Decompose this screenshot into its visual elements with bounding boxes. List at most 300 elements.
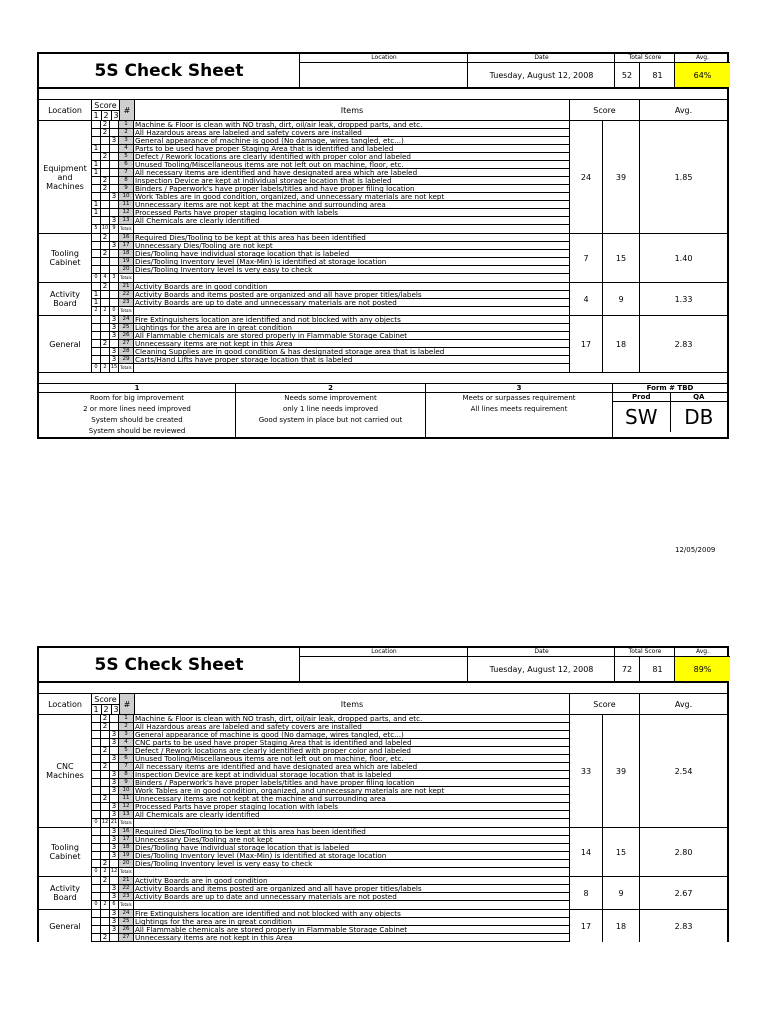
score-1[interactable]: 1 [92, 161, 101, 169]
item-row [92, 283, 569, 291]
score-2[interactable] [101, 291, 110, 299]
score-1[interactable] [92, 266, 101, 274]
avg-caption: Avg. [675, 54, 730, 63]
score-3[interactable] [110, 145, 119, 153]
score-1[interactable]: 1 [92, 169, 101, 177]
score-2[interactable] [101, 316, 110, 324]
score-3[interactable]: 3 [110, 771, 119, 779]
score-1[interactable] [92, 771, 101, 779]
totals-label: Totals [119, 307, 134, 315]
score-2[interactable]: 2 [101, 121, 110, 129]
score-3[interactable]: 3 [110, 803, 119, 811]
section-possible: 15 [603, 828, 640, 876]
section-score: 17 [570, 316, 603, 372]
score-2[interactable] [101, 201, 110, 209]
score-1[interactable] [92, 217, 101, 225]
score-number: 2 [101, 704, 112, 714]
item-text: Binders / Paperwork's have proper labels/titles and have proper filing location [134, 779, 569, 787]
score-3[interactable]: 3 [110, 844, 119, 852]
score-1[interactable] [92, 177, 101, 185]
item-number: 25 [119, 324, 134, 332]
legend [39, 384, 727, 437]
col-score-label: Score [94, 100, 117, 110]
score-3[interactable]: 3 [110, 811, 119, 819]
item-row [92, 910, 569, 918]
score-2[interactable] [101, 193, 110, 201]
totals-spacer [134, 364, 569, 372]
date-caption: Date [468, 648, 615, 657]
score-1[interactable] [92, 185, 101, 193]
score-1[interactable] [92, 121, 101, 129]
total-s2: 2 [101, 307, 110, 315]
score-2[interactable]: 2 [101, 877, 110, 885]
form-number: Form # TBD [613, 384, 727, 393]
item-text: Activity Boards are up to date and unnecessary materials are not posted [134, 299, 569, 307]
score-1[interactable] [92, 731, 101, 739]
item-row [92, 893, 569, 901]
score-1[interactable] [92, 324, 101, 332]
item-row [92, 731, 569, 739]
score-3[interactable]: 3 [110, 731, 119, 739]
item-text: Cleaning Supplies are in good condition & has designated storage area that is labeled [134, 348, 569, 356]
score-3[interactable]: 3 [110, 242, 119, 250]
legend-text: Room for big improvement 2 or more lines need improved System should be created System should be reviewed [83, 394, 191, 435]
score-1[interactable] [92, 763, 101, 771]
item-row [92, 177, 569, 185]
col-location: Location [39, 694, 92, 714]
item-text: General appearance of machine is good (No damage, wires tangled, etc...) [134, 137, 569, 145]
totals-row [92, 901, 569, 909]
score-1[interactable] [92, 844, 101, 852]
item-row [92, 926, 569, 934]
item-number: 8 [119, 177, 134, 185]
score-3[interactable]: 3 [110, 755, 119, 763]
item-number: 1 [119, 121, 134, 129]
score-2[interactable] [101, 217, 110, 225]
avg-value: 64% [675, 63, 730, 87]
location-caption: Location [300, 54, 468, 63]
score-2[interactable] [101, 779, 110, 787]
section-score: 14 [570, 828, 603, 876]
item-number: 16 [119, 828, 134, 836]
score-2[interactable] [101, 844, 110, 852]
score-1[interactable] [92, 885, 101, 893]
score-2[interactable] [101, 828, 110, 836]
section-avg: 1.85 [674, 172, 693, 182]
totals-row [92, 819, 569, 827]
score-3[interactable]: 3 [110, 918, 119, 926]
totals-row [92, 307, 569, 315]
score-2[interactable] [101, 348, 110, 356]
score-1[interactable] [92, 316, 101, 324]
score-1[interactable] [92, 715, 101, 723]
item-text: Fire Extinguishers location are identified and not blocked with any objects [134, 910, 569, 918]
total-s1: 0 [92, 819, 101, 827]
score-2[interactable]: 2 [101, 723, 110, 731]
score-2[interactable] [101, 918, 110, 926]
score-3[interactable]: 3 [110, 893, 119, 901]
totals-label: Totals [119, 225, 134, 233]
score-3[interactable] [110, 934, 119, 942]
item-row [92, 129, 569, 137]
total-s3: 9 [110, 225, 119, 233]
item-row [92, 803, 569, 811]
section-rows [92, 121, 570, 233]
column-header [39, 694, 727, 715]
item-text: Defect / Rework locations are clearly identified with proper color and labeled [134, 747, 569, 755]
score-1[interactable] [92, 258, 101, 266]
score-2[interactable]: 2 [101, 153, 110, 161]
item-row [92, 348, 569, 356]
qa-label: QA [671, 393, 728, 402]
score-1[interactable] [92, 836, 101, 844]
item-row [92, 852, 569, 860]
section-location: Tooling Cabinet [39, 234, 92, 282]
score-3[interactable] [110, 291, 119, 299]
score-3[interactable] [110, 161, 119, 169]
location-cell [299, 54, 468, 87]
score-3[interactable]: 3 [110, 332, 119, 340]
score-1[interactable] [92, 893, 101, 901]
item-text: All Flammable chemicals are stored properly in Flammable Storage Cabinet [134, 332, 569, 340]
avg-cell [674, 648, 730, 681]
score-2[interactable]: 2 [101, 234, 110, 242]
section-rows [92, 283, 570, 315]
score-2[interactable] [101, 356, 110, 364]
section-2 [39, 877, 727, 910]
score-3[interactable]: 3 [110, 885, 119, 893]
item-number: 8 [119, 771, 134, 779]
score-3[interactable]: 3 [110, 739, 119, 747]
score-1[interactable] [92, 787, 101, 795]
spacer [39, 373, 727, 384]
item-text: Activity Boards are in good condition [134, 283, 569, 291]
item-number: 23 [119, 893, 134, 901]
totals-label: Totals [119, 901, 134, 909]
item-number: 21 [119, 877, 134, 885]
totals-label: Totals [119, 819, 134, 827]
score-2[interactable]: 2 [101, 934, 110, 942]
item-number: 10 [119, 193, 134, 201]
legend-level: 2 [236, 384, 425, 393]
item-text: Inspection Device are kept at individual storage location that is labeled [134, 771, 569, 779]
score-1[interactable] [92, 129, 101, 137]
score-2[interactable]: 2 [101, 860, 110, 868]
prod-label: Prod [613, 393, 670, 402]
score-3[interactable] [110, 169, 119, 177]
item-text: Processed Parts have proper staging location with labels [134, 209, 569, 217]
item-number: 9 [119, 779, 134, 787]
score-3[interactable] [110, 283, 119, 291]
score-1[interactable] [92, 739, 101, 747]
qa-block [671, 393, 728, 432]
legend-column [39, 384, 236, 437]
item-number: 11 [119, 201, 134, 209]
item-text: Unnecessary items are not kept at the machine and surrounding area [134, 201, 569, 209]
total-s2: 4 [101, 274, 110, 282]
score-3[interactable] [110, 266, 119, 274]
total-s3: 15 [110, 364, 118, 370]
score-2[interactable]: 2 [101, 763, 110, 771]
score-1[interactable] [92, 250, 101, 258]
score-2[interactable] [101, 266, 110, 274]
item-number: 13 [119, 811, 134, 819]
item-row [92, 234, 569, 242]
score-3[interactable] [110, 258, 119, 266]
item-number: 12 [119, 803, 134, 811]
item-row [92, 934, 569, 942]
location-caption: Location [300, 648, 468, 657]
item-number: 6 [119, 755, 134, 763]
sheet-title: 5S Check Sheet [94, 654, 244, 675]
score-2[interactable]: 2 [101, 747, 110, 755]
score-1[interactable] [92, 852, 101, 860]
totals-label: Totals [119, 868, 134, 876]
item-number: 2 [119, 723, 134, 731]
score-1[interactable]: 1 [92, 201, 101, 209]
location-value [300, 657, 468, 681]
prod-block [613, 393, 671, 432]
score-1[interactable] [92, 356, 101, 364]
score-2[interactable] [101, 811, 110, 819]
total-score-cell [614, 648, 675, 681]
item-row [92, 299, 569, 307]
score-2[interactable] [101, 137, 110, 145]
item-text: Work Tables are in good condition, organized, and unnecessary materials are not kept [134, 787, 569, 795]
score-1[interactable] [92, 340, 101, 348]
item-text: Machine & Floor is clean with NO trash, dirt, oil/air leak, dropped parts, and etc. [134, 121, 569, 129]
score-2[interactable] [101, 258, 110, 266]
item-row [92, 121, 569, 129]
score-2[interactable] [101, 324, 110, 332]
item-number: 7 [119, 763, 134, 771]
date-cell [467, 54, 615, 87]
item-text: Activity Boards and items posted are organized and all have proper titles/labels [134, 291, 569, 299]
score-3[interactable] [110, 121, 119, 129]
item-text: Machine & Floor is clean with NO trash, dirt, oil/air leak, dropped parts, and etc. [134, 715, 569, 723]
totals-row [92, 868, 569, 876]
item-text: Binders / Paperwork's have proper labels/titles and have proper filing location [134, 185, 569, 193]
score-1[interactable]: 1 [92, 291, 101, 299]
section-location: Activity Board [39, 877, 92, 909]
sheet-title: 5S Check Sheet [94, 60, 244, 81]
score-1[interactable] [92, 795, 101, 803]
score-2[interactable]: 2 [101, 250, 110, 258]
total-possible-value: 81 [652, 70, 663, 80]
score-2[interactable] [101, 803, 110, 811]
score-3[interactable]: 3 [110, 828, 119, 836]
score-3[interactable]: 3 [110, 926, 119, 934]
score-1[interactable] [92, 811, 101, 819]
col-number: # [119, 100, 135, 120]
score-3[interactable]: 3 [110, 217, 119, 225]
score-2[interactable]: 2 [101, 340, 110, 348]
score-1[interactable] [92, 926, 101, 934]
score-3[interactable] [110, 860, 119, 868]
item-number: 25 [119, 918, 134, 926]
section-rows [92, 828, 570, 876]
score-3[interactable]: 3 [110, 348, 119, 356]
score-2[interactable] [101, 910, 110, 918]
score-2[interactable]: 2 [101, 283, 110, 291]
score-1[interactable]: 1 [92, 145, 101, 153]
item-text: All necessary items are identified and have designated area which are labeled [134, 763, 569, 771]
item-text: Defect / Rework locations are clearly identified with proper color and labeled [134, 153, 569, 161]
score-1[interactable] [92, 860, 101, 868]
score-2[interactable]: 2 [101, 177, 110, 185]
item-text: Fire Extinguishers location are identified and not blocked with any objects [134, 316, 569, 324]
legend-text: Needs some improvement only 1 line needs improved Good system in place but not carried out [258, 394, 403, 424]
item-number: 20 [119, 266, 134, 274]
item-number: 28 [119, 348, 134, 356]
total-score-caption: Total Score [615, 54, 675, 63]
item-row [92, 763, 569, 771]
item-text: All Hazardous areas are labeled and safety covers are installed [134, 723, 569, 731]
score-1[interactable] [92, 723, 101, 731]
score-1[interactable]: 1 [92, 299, 101, 307]
totals-spacer [134, 901, 569, 909]
score-1[interactable] [92, 332, 101, 340]
item-number: 9 [119, 185, 134, 193]
score-3[interactable] [110, 715, 119, 723]
score-3[interactable]: 3 [110, 316, 119, 324]
score-3[interactable] [110, 299, 119, 307]
section-location: Activity Board [39, 283, 92, 315]
item-text: All Hazardous areas are labeled and safety covers are installed [134, 129, 569, 137]
score-1[interactable]: 1 [92, 209, 101, 217]
section-possible: 9 [603, 877, 640, 909]
score-number: 3 [111, 704, 122, 714]
location-cell [299, 648, 468, 681]
score-3[interactable] [110, 250, 119, 258]
date-caption: Date [468, 54, 615, 63]
score-1[interactable] [92, 242, 101, 250]
footer-date: 12/05/2009 [675, 546, 716, 554]
total-score-caption: Total Score [615, 648, 675, 657]
item-row [92, 877, 569, 885]
item-number: 29 [119, 356, 134, 364]
score-2[interactable] [101, 885, 110, 893]
item-row [92, 217, 569, 225]
score-1[interactable] [92, 803, 101, 811]
item-number: 26 [119, 926, 134, 934]
score-2[interactable]: 2 [101, 185, 110, 193]
totals-label: Totals [119, 364, 134, 372]
score-1[interactable] [92, 755, 101, 763]
item-row [92, 779, 569, 787]
total-s3: 0 [110, 307, 119, 315]
item-text: CNC parts to be used have proper Staging Area that is identified and labeled [134, 739, 569, 747]
score-3[interactable]: 3 [110, 852, 119, 860]
score-3[interactable] [110, 153, 119, 161]
col-score [92, 100, 119, 120]
score-3[interactable] [110, 201, 119, 209]
total-s1: 5 [92, 225, 101, 233]
score-1[interactable] [92, 348, 101, 356]
totals-spacer [134, 819, 569, 827]
col-avg: Avg. [674, 105, 693, 115]
score-3[interactable] [110, 177, 119, 185]
avg-cell [674, 54, 730, 87]
item-row [92, 771, 569, 779]
qa-signature: DB [684, 405, 714, 429]
score-1[interactable] [92, 234, 101, 242]
score-2[interactable] [101, 299, 110, 307]
score-2[interactable]: 2 [101, 129, 110, 137]
score-2[interactable] [101, 836, 110, 844]
score-number: 1 [91, 110, 102, 120]
score-3[interactable]: 3 [110, 193, 119, 201]
score-3[interactable]: 3 [110, 787, 119, 795]
col-items: Items [135, 694, 570, 714]
score-1[interactable] [92, 918, 101, 926]
score-1[interactable] [92, 910, 101, 918]
item-row [92, 739, 569, 747]
score-2[interactable]: 2 [101, 795, 110, 803]
prod-signature: SW [625, 405, 658, 429]
score-3[interactable]: 3 [110, 324, 119, 332]
item-number: 7 [119, 169, 134, 177]
score-2[interactable] [101, 731, 110, 739]
section-possible: 15 [603, 234, 640, 282]
item-number: 12 [119, 209, 134, 217]
score-2[interactable]: 2 [101, 715, 110, 723]
section-score: 33 [570, 715, 603, 827]
section-possible: 18 [603, 910, 640, 942]
section-avg: 2.83 [674, 921, 693, 931]
section-0 [39, 121, 727, 234]
score-2[interactable] [101, 209, 110, 217]
score-2[interactable] [101, 771, 110, 779]
score-1[interactable] [92, 779, 101, 787]
item-text: Lightings for the area are in great condition [134, 324, 569, 332]
item-row [92, 811, 569, 819]
section-rows [92, 316, 570, 372]
totals-spacer [134, 274, 569, 282]
item-text: Dies/Tooling Inventory level is very easy to check [134, 266, 569, 274]
item-text: Required Dies/Tooling to be kept at this area has been identified [134, 234, 569, 242]
item-row [92, 747, 569, 755]
item-text: Dies/Tooling Inventory level (Max-Min) is identified at storage location [134, 258, 569, 266]
spacer [39, 683, 727, 694]
item-number: 4 [119, 145, 134, 153]
section-avg: 2.83 [674, 339, 693, 349]
score-3[interactable]: 3 [110, 779, 119, 787]
score-1[interactable] [92, 877, 101, 885]
item-text: Activity Boards and items posted are organized and all have proper titles/labels [134, 885, 569, 893]
section-avg: 2.54 [674, 766, 693, 776]
item-text: Inspection Device are kept at individual storage location that is labeled [134, 177, 569, 185]
avg-value: 89% [675, 657, 730, 681]
item-text: Unnecessary items are not kept at the machine and surrounding area [134, 795, 569, 803]
score-2[interactable] [101, 893, 110, 901]
score-1[interactable] [92, 747, 101, 755]
item-number: 6 [119, 161, 134, 169]
item-text: Unused Tooling/Miscellaneous items are not left out on machine, floor, etc. [134, 161, 569, 169]
score-3[interactable]: 3 [110, 836, 119, 844]
score-3[interactable]: 3 [110, 137, 119, 145]
item-number: 13 [119, 217, 134, 225]
score-3[interactable]: 3 [110, 910, 119, 918]
item-text: Dies/Tooling Inventory level is very easy to check [134, 860, 569, 868]
item-row [92, 201, 569, 209]
score-2[interactable] [101, 161, 110, 169]
score-1[interactable] [92, 828, 101, 836]
total-s2: 12 [101, 819, 109, 825]
score-3[interactable]: 3 [110, 356, 119, 364]
item-number: 26 [119, 332, 134, 340]
score-1[interactable] [92, 934, 101, 942]
